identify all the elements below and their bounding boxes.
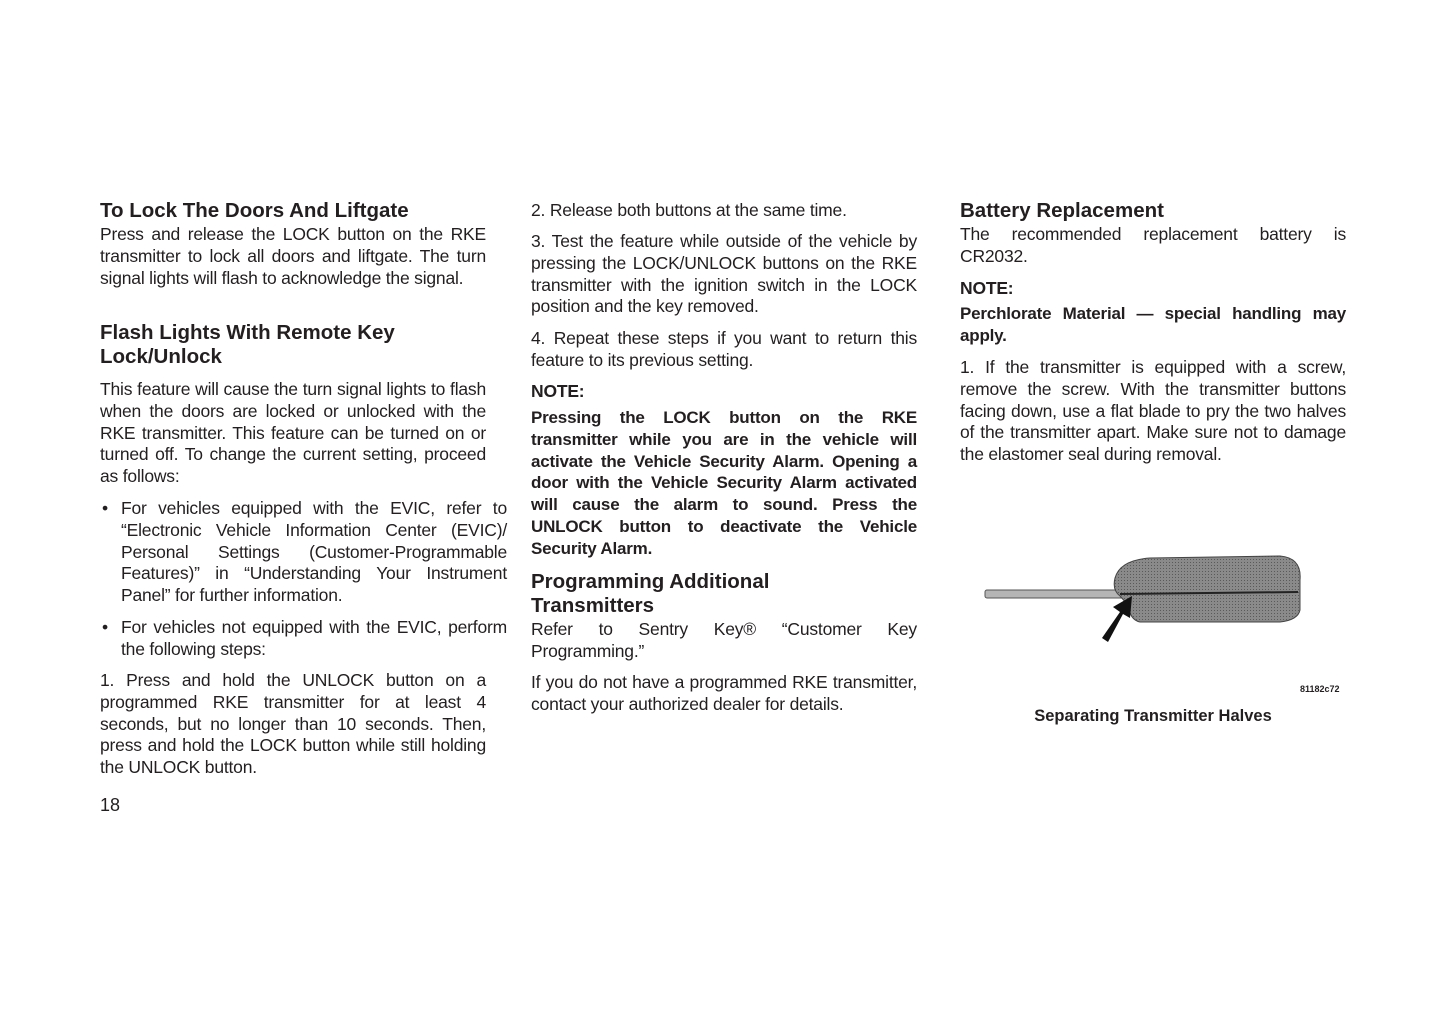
note-label: NOTE: [531, 381, 585, 401]
page-number: 18 [100, 795, 121, 815]
note-label: NOTE: [960, 278, 1014, 298]
heading-lock-doors: To Lock The Doors And Liftgate [100, 199, 409, 222]
heading-flash-lights: Flash Lights With Remote Key Lock/Unlock [100, 321, 395, 368]
battery-step-1: 1. If the transmitter is equipped with a screw, remove the screw. With the transmitter buttons facing down, use a flat blade to pry the two halves of the transmitter apart. Make sure not to damage the elastomer seal during removal. [960, 357, 1346, 465]
heading-programming-transmitters: Programming Additional Transmitters [531, 570, 770, 617]
figure-caption: Separating Transmitter Halves [1034, 707, 1272, 725]
bullet-icon: • [102, 498, 108, 518]
key-blade [985, 590, 1135, 598]
step-3: 3. Test the feature while outside of the vehicle by pressing the LOCK/UNLOCK buttons on the RKE transmitter with the ignition switch in the LOCK position and the key removed. [531, 231, 917, 317]
lock-doors-text: Press and release the LOCK button on the RKE transmitter to lock all doors and liftgate. The turn signal lights will flash to acknowledge the signal. [100, 224, 486, 288]
figure-code: 81182c72 [1300, 684, 1340, 694]
transmitter-body [1114, 556, 1300, 622]
note-security-alarm: Pressing the LOCK button on the RKE transmitter while you are in the vehicle will activate the Vehicle Security Alarm. Opening a door with the Vehicle Security Alarm activated will cause the alarm to sound. Press the UNLOCK button to deactivate the Vehicle Security Alarm. [531, 408, 917, 558]
programming-text-1: Refer to Sentry Key® “Customer Key Programming.” [531, 619, 917, 661]
bullet-evic [100, 498, 507, 607]
bullet-icon: • [102, 617, 108, 637]
bullet-no-evic-text: For vehicles not equipped with the EVIC, perform the following steps: [121, 617, 507, 659]
step-4: 4. Repeat these steps if you want to return this feature to its previous setting. [531, 328, 917, 370]
bullet-no-evic [100, 617, 507, 661]
flash-lights-text: This feature will cause the turn signal lights to flash when the doors are locked or unlocked with the RKE transmitter. This feature can be turned on or turned off. To change the current setting, proceed as follows: [100, 379, 486, 487]
step-2: 2. Release both buttons at the same time. [531, 200, 847, 220]
heading-battery-replacement: Battery Replacement [960, 199, 1164, 222]
step-1: 1. Press and hold the UNLOCK button on a programmed RKE transmitter for at least 4 seconds, but no longer than 10 seconds. Then, press and hold the LOCK button while still holding the UNLOCK button. [100, 670, 486, 778]
arrow-icon [1102, 596, 1132, 642]
transmitter-figure [980, 550, 1310, 650]
bullet-evic-text: For vehicles equipped with the EVIC, refer to “Electronic Vehicle Information Center (EVIC)/ Personal Settings (Customer-Programmable Features)” in “Understanding Your Instrument Panel” for further information. [121, 498, 507, 606]
battery-text: The recommended replacement battery is CR2032. [960, 224, 1346, 266]
note-perchlorate: Perchlorate Material — special handling may apply. [960, 304, 1346, 345]
programming-text-2: If you do not have a programmed RKE transmitter, contact your authorized dealer for details. [531, 672, 917, 714]
